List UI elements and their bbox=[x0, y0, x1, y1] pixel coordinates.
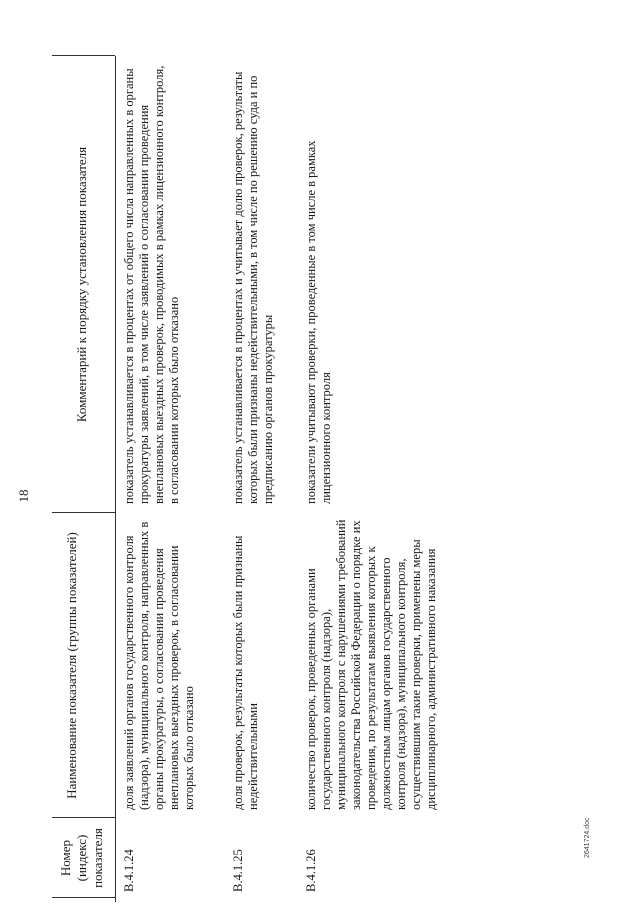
row-name: доля заявлений органов государственного контроля (надзора), муниципального контроля, направленных в органы прокуратуры, о согласовании проведения внеплановых выездных проверок, в согласовании которых было отказано bbox=[122, 521, 196, 810]
page-number: 18 bbox=[16, 489, 31, 503]
row-index: В.4.1.26 bbox=[304, 849, 318, 892]
row-comment: показатель устанавливается в процентах и учитывает долю проверок, результаты которых были признаны недействительными, в том числе по решению суда и по предписанию органов прокуратуры bbox=[231, 71, 275, 504]
row-index: В.4.1.24 bbox=[122, 849, 136, 892]
row-comment: показатель устанавливается в процентах от общего числа направленных в органы прокуратуры заявлений, в том числе заявлений о согласовании проведения внеплановых выездных проверок, проводимых в рамках лицензионного контроля, в согласовании которых было отказано bbox=[122, 65, 181, 504]
row-index: В.4.1.25 bbox=[231, 849, 245, 892]
row-comment: показатели учитывают проверки, проведенные в том числе в рамках лицензионного контроля bbox=[304, 140, 333, 504]
header-index: Номер (индекс) показателя bbox=[58, 828, 105, 888]
document-id: 2641724.doc bbox=[584, 817, 591, 858]
header-name: Наименование показателя (группы показателей) bbox=[64, 532, 79, 799]
header-comment: Комментарий к порядку установления показателя bbox=[74, 146, 89, 423]
row-name: количество проверок, проведенных органами государственного контроля (надзора), муниципального контроля с нарушениями требований законодательства Российской Федерации о порядке их проведения, по результатам выявления которых к должностным лицам органов государственного контроля (надзора), муниципального контроля, осуществившим такие проверки, применены меры дисциплинарного, административного наказания bbox=[304, 519, 438, 810]
row-name: доля проверок, результаты которых были признаны недействительными bbox=[231, 535, 260, 810]
rotated-table bbox=[16, 56, 607, 902]
header-rule bbox=[115, 56, 116, 902]
